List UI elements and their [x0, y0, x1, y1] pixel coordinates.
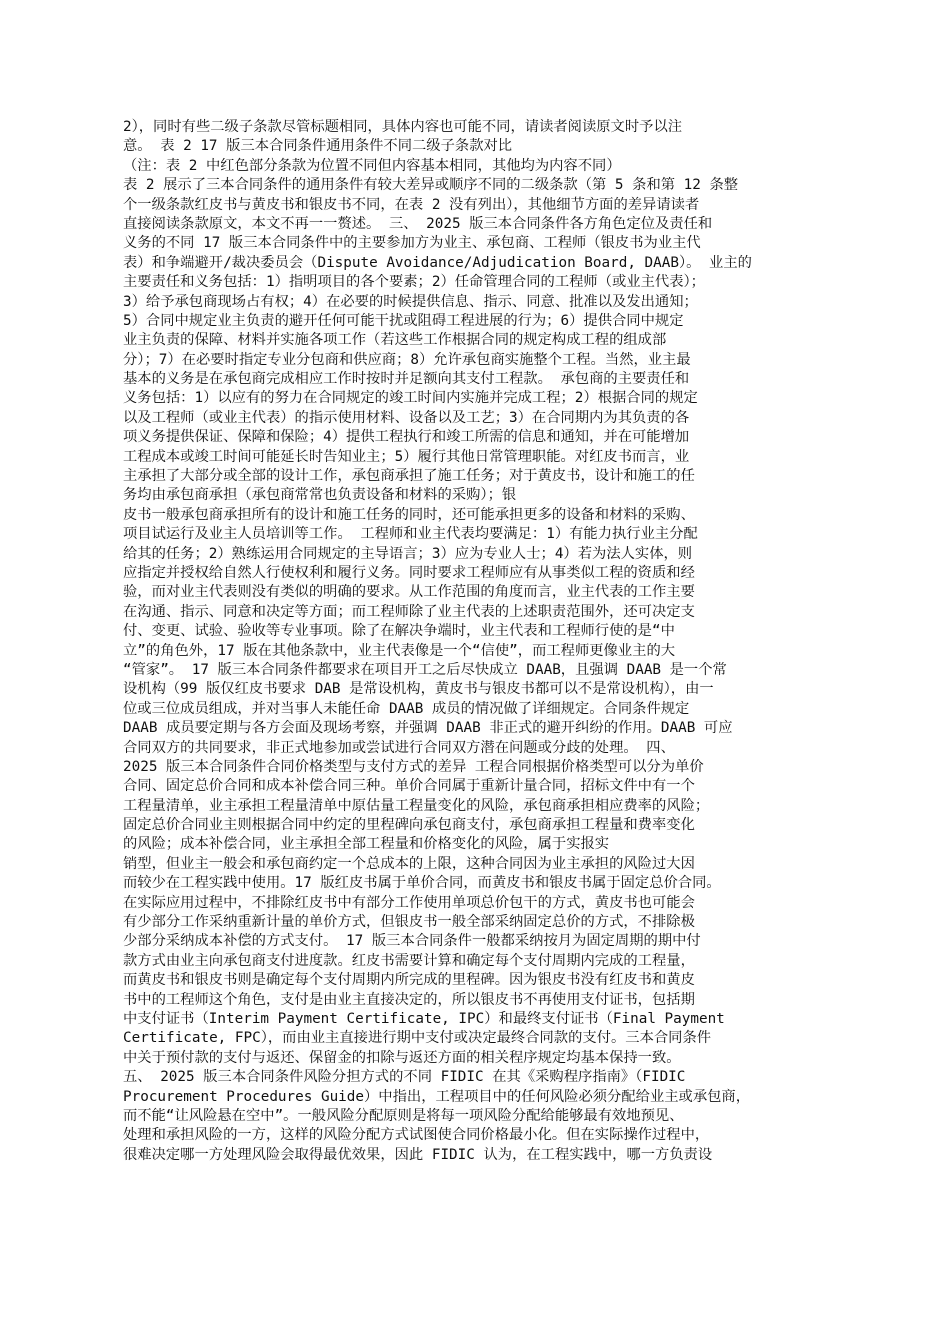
text-line: 项目试运行及业主人员培训等工作。 工程师和业主代表均要满足：1）有能力执行业主分配 — [123, 526, 698, 543]
text-line: 处理和承担风险的一方，这样的风险分配方式试图使合同价格最小化。但在实际操作过程中， — [123, 1127, 710, 1144]
text-line: 合同、固定总价合同和成本补偿合同三种。单价合同属于重新计量合同，招标文件中有一个 — [123, 778, 695, 795]
text-line: 五、 2025 版三本合同条件风险分担方式的不同 FIDIC 在其《采购程序指南》（FIDIC — [123, 1069, 686, 1086]
text-line: 义务包括：1）以应有的努力在合同规定的竣工时间内实施并完成工程；2）根据合同的规定 — [123, 390, 698, 407]
text-line: 应指定并授权给自然人行使权利和履行义务。同时要求工程师应有从事类似工程的资质和经 — [123, 564, 695, 581]
text-line: 工程量清单，业主承担工程量清单中原估量工程量变化的风险，承包商承担相应费率的风险； — [123, 797, 710, 814]
text-line: 在实际应用过程中，不排除红皮书中有部分工作使用单项总价包干的方式，黄皮书也可能会 — [123, 894, 695, 911]
text-line: 2），同时有些二级子条款尽管标题相同，具体内容也可能不同，请读者阅读原文时予以注 — [123, 119, 683, 135]
text-line: 项义务提供保证、保障和保险；4）提供工程执行和竣工所需的信息和通知，并在可能增加 — [123, 429, 690, 446]
text-line: 皮书一般承包商承担所有的设计和施工任务的同时，还可能承担更多的设备和材料的采购、 — [123, 506, 695, 523]
text-line: 而不能“让风险悬在空中”。一般风险分配原则是将每一项风险分配给能够最有效地预见、 — [123, 1107, 684, 1124]
text-line: “管家”。 17 版三本合同条件都要求在项目开工之后尽快成立 DAAB，且强调 DAAB 是一个常 — [123, 661, 727, 678]
text-line: 在沟通、指示、同意和决定等方面；而工程师除了业主代表的上述职责范围外，还可决定支 — [123, 603, 695, 620]
text-line: 基本的义务是在承包商完成相应工作时按时并足额向其支付工程款。 承包商的主要责任和 — [123, 371, 690, 388]
text-line: 意。 表 2 17 版三本合同条件通用条件不同二级子条款对比 — [123, 138, 513, 155]
text-line: 业主负责的保障、材料并实施各项工作（若这些工作根据合同的规定构成工程的组成部 — [123, 332, 667, 349]
text-line: DAAB 成员要定期与各方会面及现场考察，并强调 DAAB 非正式的避开纠纷的作用。DAAB 可应 — [123, 720, 733, 737]
text-line: 有少部分工作采纳重新计量的单价方式，但银皮书一般全部采纳固定总价的方式，不排除极 — [123, 914, 695, 931]
text-line: 款方式由业主向承包商支付进度款。红皮书需要计算和确定每个支付周期内完成的工程量， — [123, 952, 695, 969]
text-line: 固定总价合同业主则根据合同中约定的里程碑向承包商支付，承包商承担工程量和费率变化 — [123, 817, 695, 834]
text-line: 表 2 展示了三本合同条件的通用条件有较大差异或顺序不同的二级条款（第 5 条和第 12 条整 — [123, 177, 739, 194]
text-line: 直接阅读条款原文，本文不再一一赘述。 三、 2025 版三本合同条件各方角色定位及责任和 — [123, 215, 713, 232]
text-line: 主承担了大部分或全部的设计工作，承包商承担了施工任务；对于黄皮书，设计和施工的任 — [123, 468, 695, 485]
text-line: 给其的任务；2）熟练运用合同规定的主导语言；3）应为专业人士；4）若为法人实体，则 — [123, 545, 693, 562]
text-line: 位或三位成员组成，并对当事人未能任命 DAAB 成员的情况做了详细规定。合同条件规定 — [123, 700, 690, 717]
text-line: 主要责任和义务包括：1）指明项目的各个要素；2）任命管理合同的工程师（或业主代表）； — [123, 274, 705, 291]
text-line: 而黄皮书和银皮书则是确定每个支付周期内所完成的里程碑。因为银皮书没有红皮书和黄皮 — [123, 972, 695, 989]
text-line: 很难决定哪一方处理风险会取得最优效果，因此 FIDIC 认为，在工程实践中，哪一方负责设 — [123, 1146, 713, 1163]
text-line: 设机构（99 版仅红皮书要求 DAB 是常设机构，黄皮书与银皮书都可以不是常设机构），由一 — [123, 681, 714, 698]
text-line: 立”的角色外，17 版在其他条款中，业主代表像是一个“信使”，而工程师更像业主的大 — [123, 642, 676, 659]
text-line: 义务的不同 17 版三本合同条件中的主要参加方为业主、承包商、工程师（银皮书为业主代 — [123, 235, 701, 252]
text-line: 以及工程师（或业主代表）的指示使用材料、设备以及工艺；3）在合同期内为其负责的各 — [123, 409, 690, 426]
body-text — [123, 118, 833, 1165]
text-line: 的风险；成本补偿合同，业主承担全部工程量和价格变化的风险，属于实报实 — [123, 836, 610, 853]
text-line: 中关于预付款的支付与返还、保留金的扣除与返还方面的相关程序规定均基本保持一致。 — [123, 1049, 681, 1066]
text-line: 分）；7）在必要时指定专业分包商和供应商；8）允许承包商实施整个工程。当然，业主最 — [123, 351, 691, 368]
text-line: 合同双方的共同要求，非正式地参加或尝试进行合同双方潜在问题或分歧的处理。 四、 — [123, 739, 675, 756]
text-line: 而较少在工程实践中使用。17 版红皮书属于单价合同，而黄皮书和银皮书属于固定总价合同。 — [123, 875, 721, 892]
text-line: 2025 版三本合同条件合同价格类型与支付方式的差异 工程合同根据价格类型可以分为单价 — [123, 758, 704, 775]
text-line: 书中的工程师这个角色，支付是由业主直接决定的，所以银皮书不再使用支付证书，包括期 — [123, 991, 695, 1008]
text-line: 务均由承包商承担（承包商常常也负责设备和材料的采购）；银 — [123, 487, 517, 504]
text-line: 工程成本或竣工时间可能延长时告知业主；5）履行其他日常管理职能。对红皮书而言，业 — [123, 448, 690, 465]
text-line: （注：表 2 中红色部分条款为位置不同但内容基本相同，其他均为内容不同） — [123, 157, 621, 174]
text-line: Procurement Procedures Guide）中指出，工程项目中的任何风险必须分配给业主或承包商， — [123, 1088, 751, 1105]
text-line: 验，而对业主代表则没有类似的明确的要求。从工作范围的角度而言，业主代表的工作主要 — [123, 584, 695, 601]
text-line: Certificate, FPC），而由业主直接进行期中支付或决定最终合同款的支付。三本合同条件 — [123, 1030, 712, 1047]
text-line: 中支付证书（Interim Payment Certificate, IPC）和最终支付证书（Final Payment — [123, 1010, 725, 1027]
text-line: 销型，但业主一般会和承包商约定一个总成本的上限，这种合同因为业主承担的风险过大因 — [123, 855, 695, 872]
text-line: 3）给予承包商现场占有权；4）在必要的时候提供信息、指示、同意、批准以及发出通知； — [123, 293, 698, 310]
text-line: 付、变更、试验、验收等专业事项。除了在解决争端时，业主代表和工程师行使的是“中 — [123, 623, 675, 640]
text-line: 少部分采纳成本补偿的方式支付。 17 版三本合同条件一般都采纳按月为固定周期的期中付 — [123, 933, 701, 950]
text-line: 5）合同中规定业主负责的避开任何可能干扰或阻碍工程进展的行为；6）提供合同中规定 — [123, 312, 684, 329]
text-line: 表）和争端避开/裁决委员会（Dispute Avoidance/Adjudication Board, DAAB）。 业主的 — [123, 254, 752, 271]
text-line: 个一级条款红皮书与黄皮书和银皮书不同，在表 2 没有列出），其他细节方面的差异请读者 — [123, 196, 700, 213]
